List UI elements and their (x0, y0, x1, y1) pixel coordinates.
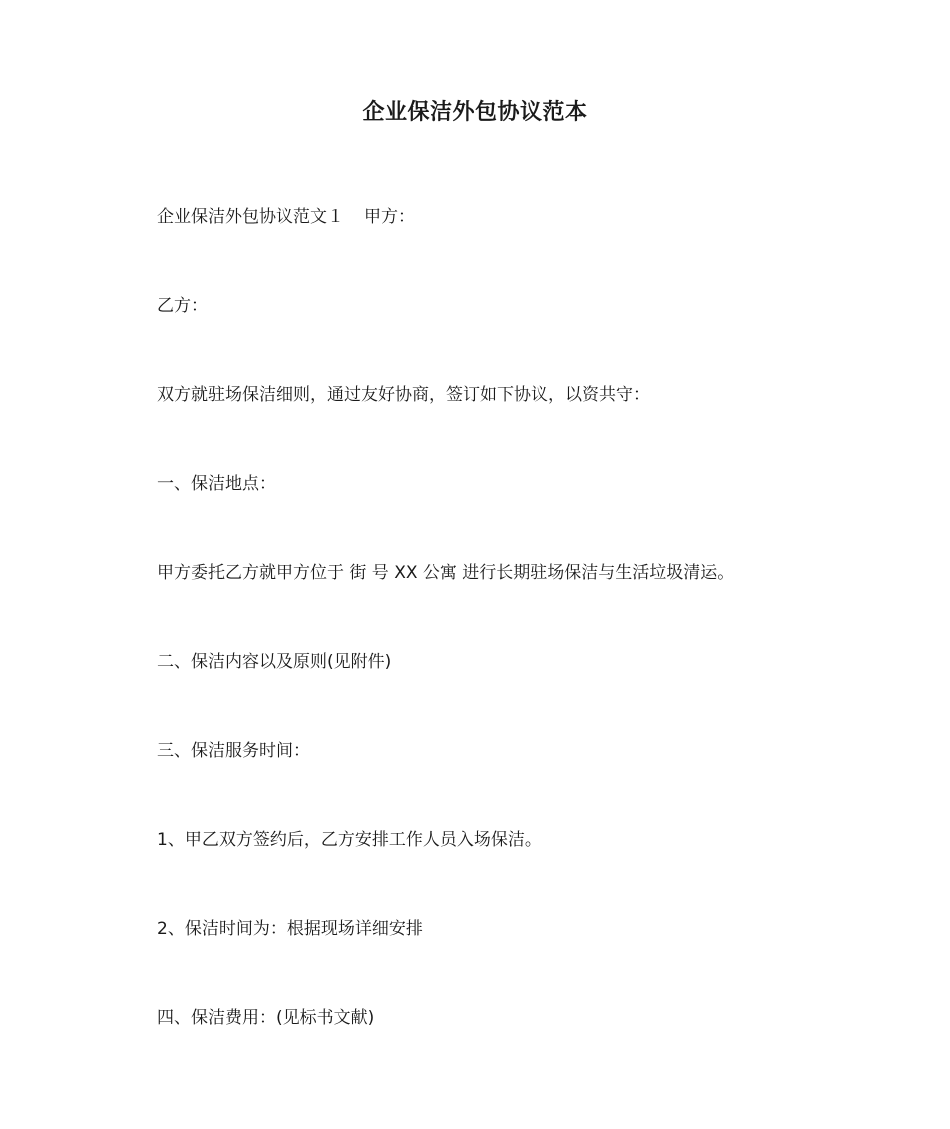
paragraph-intro (157, 204, 415, 230)
list-item-1: 1、甲乙双方签约后，乙方安排工作人员入场保洁。 (157, 830, 542, 850)
paragraph-preamble: 双方就驻场保洁细则，通过友好协商，签订如下协议，以资共守： (157, 385, 650, 405)
party-b-label: 乙方： (157, 296, 208, 316)
party-a-label: 甲方： (364, 207, 415, 227)
list-item-2: 2、保洁时间为：根据现场详细安排 (157, 919, 423, 939)
section-heading-content: 二、保洁内容以及原则(见附件) (157, 652, 392, 672)
section-heading-time: 三、保洁服务时间： (157, 741, 310, 761)
document-title: 企业保洁外包协议范本 (362, 100, 588, 125)
section-heading-location: 一、保洁地点： (157, 474, 276, 494)
paragraph-location: 甲方委托乙方就甲方位于 街 号 XX 公寓 进行长期驻场保洁与生活垃圾清运。 (157, 563, 735, 583)
agreement-heading: 企业保洁外包协议范文１ (157, 207, 344, 227)
section-heading-fees: 四、保洁费用：(见标书文献) (157, 1008, 375, 1028)
